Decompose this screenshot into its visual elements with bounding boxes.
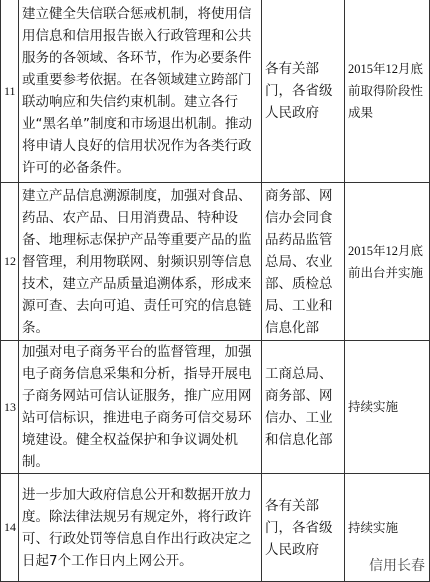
measure-cell: 建立健全失信联合惩戒机制，将使用信用信息和信用报告嵌入行政管理和公共服务的各领域、各环节，作为必要条件或重要参考依据。在各领域建立跨部门联动响应和失信约束机制。建立各行业“黑名单”制度和市场退出机制。推动将申请人良好的信用状况作为各类行政许可的必备条件。 — [19, 0, 262, 183]
deadline-cell: 2015年12月底前出台并实施 — [345, 183, 430, 341]
measure-cell: 建立产品信息溯源制度，加强对食品、药品、农产品、日用消费品、特种设备、地理标志保护产品等重要产品的监督管理，利用物联网、射频识别等信息技术，建立产品质量追溯体系，形成来源可查、去向可追、责任可究的信息链条。 — [19, 183, 262, 341]
department-cell: 工商总局、商务部、网信办、工业和信息化部 — [262, 341, 345, 474]
department-cell: 各有关部门，各省级人民政府 — [262, 0, 345, 183]
row-number: 13 — [1, 341, 19, 474]
row-number: 14 — [1, 474, 19, 582]
deadline-cell: 持续实施 — [345, 341, 430, 474]
deadline-cell: 持续实施 — [345, 474, 430, 582]
department-cell: 各有关部门，各省级人民政府 — [262, 474, 345, 582]
table-row — [1, 183, 430, 341]
measure-cell: 进一步加大政府信息公开和数据开放力度。除法律法规另有规定外，将行政许可、行政处罚等信息自作出行政决定之日起7个工作日内上网公开。 — [19, 474, 262, 582]
department-cell: 商务部、网信办会同食品药品监管总局、农业部、质检总局、工业和信息化部 — [262, 183, 345, 341]
row-number: 12 — [1, 183, 19, 341]
row-number: 11 — [1, 0, 19, 183]
watermark-text: 信用长春 — [366, 554, 428, 576]
table-row — [1, 0, 430, 183]
deadline-cell: 2015年12月底前取得阶段性成果 — [345, 0, 430, 183]
measure-cell: 加强对电子商务平台的监督管理，加强电子商务信息采集和分析，指导开展电子商务网站可信认证服务，推广应用网站可信标识，推进电子商务可信交易环境建设。健全权益保护和争议调处机制。 — [19, 341, 262, 474]
table-row — [1, 341, 430, 474]
